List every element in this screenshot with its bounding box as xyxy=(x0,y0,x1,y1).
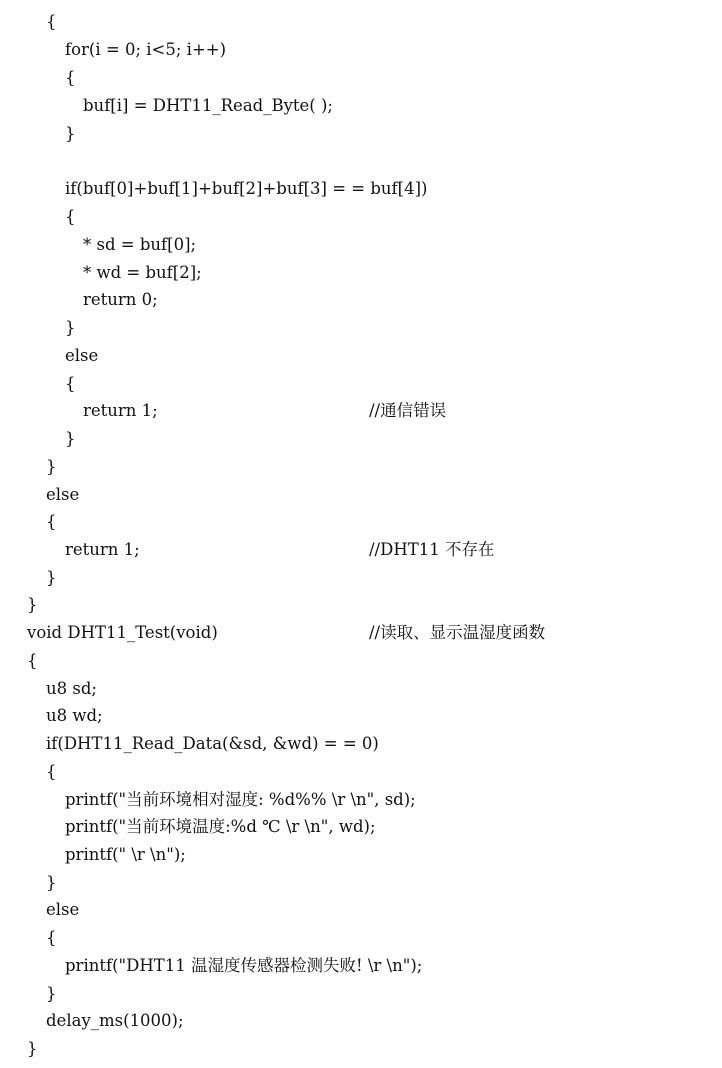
code-text: else xyxy=(46,485,80,504)
code-text: else xyxy=(65,346,99,365)
code-text: * sd = buf[0]; xyxy=(83,235,197,254)
code-text: } xyxy=(27,1039,38,1058)
code-text: void DHT11_Test(void) xyxy=(27,623,218,642)
code-text: printf("当前环境温度:%d ℃ \r \n", wd); xyxy=(65,817,376,836)
code-text: for(i = 0; i<5; i++) xyxy=(65,40,227,59)
code-text: } xyxy=(46,457,57,476)
code-comment: //通信错误 xyxy=(369,401,447,420)
code-text: else xyxy=(46,900,80,919)
code-comment: //DHT11 不存在 xyxy=(369,540,495,559)
code-text: printf("当前环境相对湿度: %d%% \r \n", sd); xyxy=(65,790,416,809)
code-comment: //读取、显示温湿度函数 xyxy=(369,623,546,642)
code-text: } xyxy=(46,873,57,892)
code-text: printf("DHT11 温湿度传感器检测失败! \r \n"); xyxy=(65,956,423,975)
code-text: { xyxy=(46,762,57,781)
code-text: { xyxy=(46,12,57,31)
code-text: { xyxy=(27,651,38,670)
code-text: printf(" \r \n"); xyxy=(65,845,186,864)
code-text: { xyxy=(65,68,76,87)
code-text: return 0; xyxy=(83,290,158,309)
code-text: } xyxy=(46,568,57,587)
code-text: { xyxy=(46,512,57,531)
code-text: buf[i] = DHT11_Read_Byte( ); xyxy=(83,96,333,115)
code-text: if(DHT11_Read_Data(&sd, &wd) = = 0) xyxy=(46,734,379,753)
code-text: u8 wd; xyxy=(46,706,103,725)
code-text: * wd = buf[2]; xyxy=(83,263,202,282)
code-text: if(buf[0]+buf[1]+buf[2]+buf[3] = = buf[4]) xyxy=(65,179,428,198)
code-text: } xyxy=(27,595,38,614)
code-text: { xyxy=(46,928,57,947)
code-text: } xyxy=(65,124,76,143)
code-text: return 1; xyxy=(65,540,140,559)
code-text: } xyxy=(46,984,57,1003)
code-text: u8 sd; xyxy=(46,679,97,698)
code-text: { xyxy=(65,374,76,393)
code-text: { xyxy=(65,207,76,226)
code-text: return 1; xyxy=(83,401,158,420)
code-text: delay_ms(1000); xyxy=(46,1011,184,1030)
code-text: } xyxy=(65,429,76,448)
code-text: } xyxy=(65,318,76,337)
